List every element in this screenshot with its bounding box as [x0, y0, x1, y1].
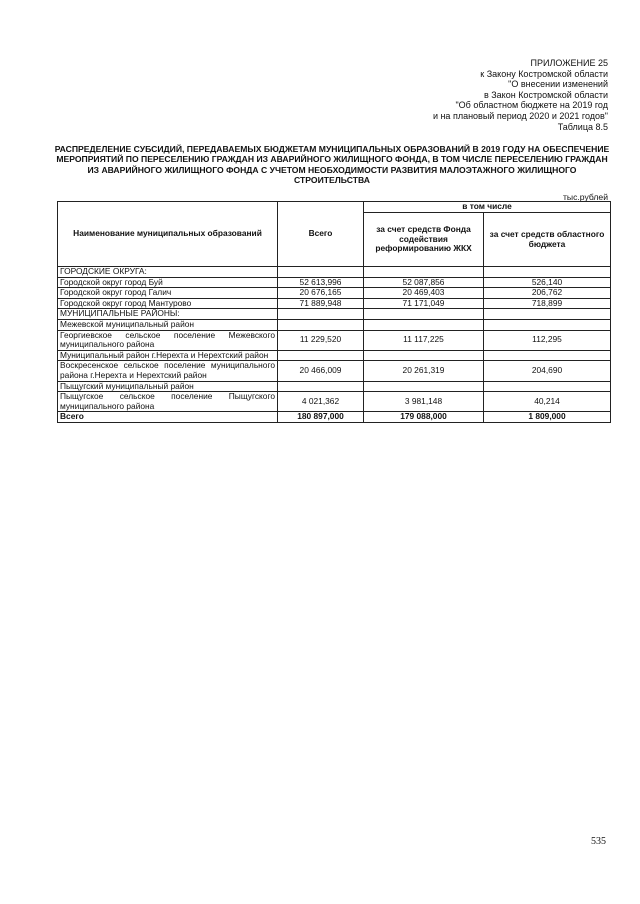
row-total: 20 676,165 [278, 288, 364, 299]
unit-label: тыс.рублей [562, 192, 608, 202]
table-row [58, 267, 611, 278]
row-total: 11 229,520 [278, 330, 364, 350]
row-total: 52 613,996 [278, 277, 364, 288]
row-name: Межевской муниципальный район [58, 319, 278, 330]
table-row [58, 361, 611, 381]
total-row [58, 412, 611, 423]
row-regional: 40,214 [484, 392, 611, 412]
row-total [278, 267, 364, 278]
row-fund: 11 117,225 [364, 330, 484, 350]
table-row [58, 319, 611, 330]
appendix-line: к Закону Костромской области [480, 68, 608, 79]
row-regional: 206,762 [484, 288, 611, 299]
total-fund: 179 088,000 [364, 412, 484, 423]
appendix-line: "О внесении изменений [508, 79, 608, 90]
row-total [278, 381, 364, 392]
row-name: Муниципальный район г.Нерехта и Нерехтский район [58, 350, 278, 361]
row-total: 20 466,009 [278, 361, 364, 381]
row-name: Городской округ город Буй [58, 277, 278, 288]
row-fund: 71 171,049 [364, 298, 484, 309]
header-total: Всего [278, 202, 364, 267]
row-name: Пыщугский муниципальный район [58, 381, 278, 392]
table-row [58, 392, 611, 412]
row-name: ГОРОДСКИЕ ОКРУГА: [58, 267, 278, 278]
header-fund: за счет средств Фонда содействия реформированию ЖКХ [364, 213, 484, 267]
row-name: Пыщугское сельское поселение Пыщугского муниципального района [58, 392, 278, 412]
header-regional: за счет средств областного бюджета [484, 213, 611, 267]
row-fund [364, 309, 484, 320]
row-total: 4 021,362 [278, 392, 364, 412]
row-fund: 20 261,319 [364, 361, 484, 381]
row-name: Воскресенское сельское поселение муниципального района г.Нерехта и Нерехтский район [58, 361, 278, 381]
row-fund [364, 267, 484, 278]
row-name: Городской округ город Мантурово [58, 298, 278, 309]
header-name: Наименование муниципальных образований [58, 202, 278, 267]
table-row [58, 381, 611, 392]
total-regional: 1 809,000 [484, 412, 611, 423]
row-name: Георгиевское сельское поселение Межевского муниципального района [58, 330, 278, 350]
table-row [58, 309, 611, 320]
appendix-header [308, 58, 608, 132]
row-total [278, 319, 364, 330]
header-row [58, 202, 611, 213]
row-regional: 526,140 [484, 277, 611, 288]
appendix-line: Таблица 8.5 [557, 121, 608, 132]
header-including: в том числе [364, 202, 611, 213]
appendix-line: и на плановый период 2020 и 2021 годов" [432, 110, 608, 121]
subsidy-table [57, 201, 611, 423]
row-regional: 112,295 [484, 330, 611, 350]
row-name: МУНИЦИПАЛЬНЫЕ РАЙОНЫ: [58, 309, 278, 320]
row-total [278, 309, 364, 320]
row-fund [364, 350, 484, 361]
row-regional [484, 350, 611, 361]
table-row [58, 330, 611, 350]
total-name: Всего [58, 412, 278, 423]
row-regional [484, 267, 611, 278]
row-regional [484, 319, 611, 330]
appendix-line: "Об областном бюджете на 2019 год [455, 100, 608, 111]
appendix-line: ПРИЛОЖЕНИЕ 25 [530, 58, 608, 68]
row-fund [364, 319, 484, 330]
table-row [58, 350, 611, 361]
row-total [278, 350, 364, 361]
page-number: 535 [591, 836, 606, 847]
appendix-line: в Закон Костромской области [483, 89, 608, 100]
row-fund [364, 381, 484, 392]
row-total: 71 889,948 [278, 298, 364, 309]
row-fund: 3 981,148 [364, 392, 484, 412]
row-fund: 52 087,856 [364, 277, 484, 288]
row-regional: 204,690 [484, 361, 611, 381]
total-sum: 180 897,000 [278, 412, 364, 423]
table-row [58, 277, 611, 288]
row-name: Городской округ город Галич [58, 288, 278, 299]
row-fund: 20 469,403 [364, 288, 484, 299]
row-regional [484, 381, 611, 392]
table-row [58, 288, 611, 299]
row-regional [484, 309, 611, 320]
document-title: РАСПРЕДЕЛЕНИЕ СУБСИДИЙ, ПЕРЕДАВАЕМЫХ БЮДЖЕТАМ МУНИЦИПАЛЬНЫХ ОБРАЗОВАНИЙ В 2019 ГОДУ НА ОБЕСПЕЧЕНИЕ МЕРОПРИЯТИЙ ПО ПЕРЕСЕЛЕНИЮ ГРАЖДАН ИЗ АВАРИЙНОГО ЖИЛИЩНОГО ФОНДА, В ТОМ ЧИСЛЕ ПЕРЕСЕЛЕНИЮ ГРАЖДАН ИЗ АВАРИЙНОГО ЖИЛИЩНОГО ФОНДА С УЧЕТОМ НЕОБХОДИМОСТИ РАЗВИТИЯ МАЛОЭТАЖНОГО ЖИЛИЩНОГО СТРОИТЕЛЬСТВА [54, 144, 610, 186]
row-regional: 718,899 [484, 298, 611, 309]
